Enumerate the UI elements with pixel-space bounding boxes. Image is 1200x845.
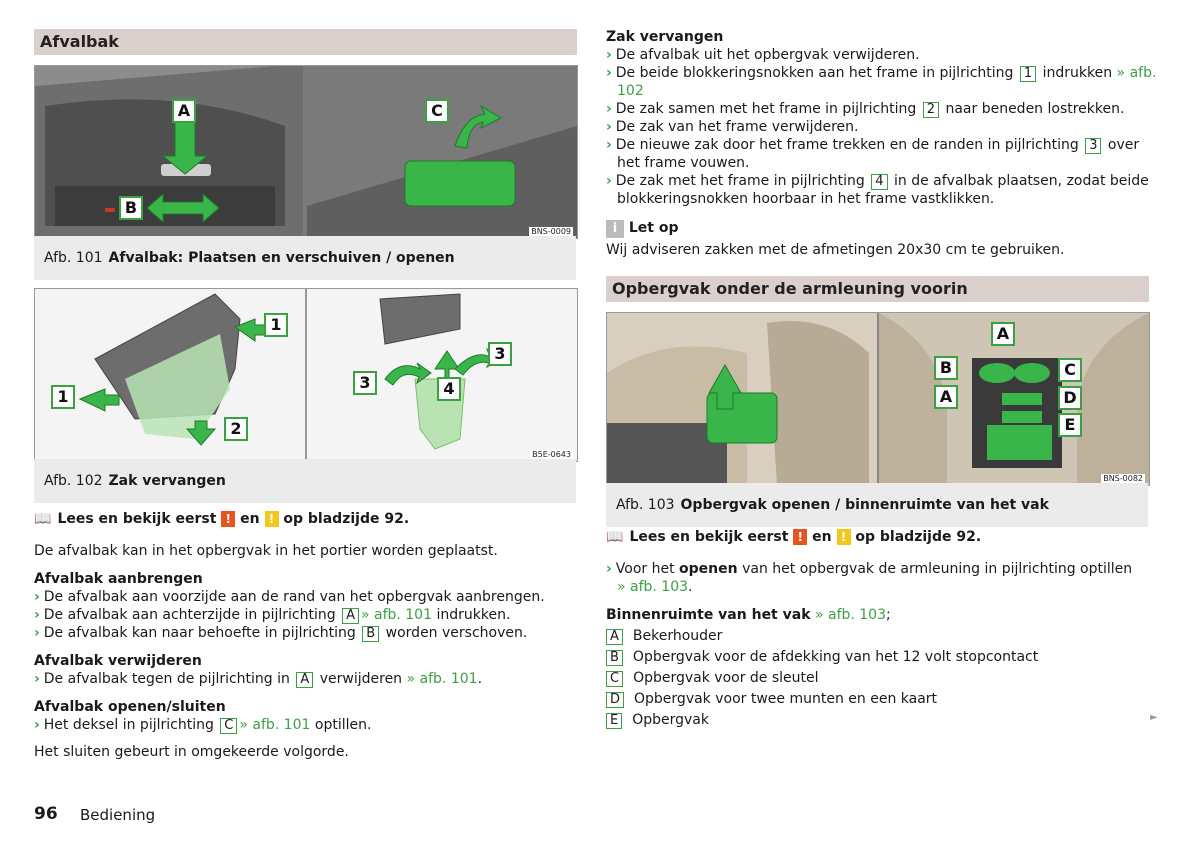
warning-icon: ! — [221, 511, 235, 527]
figure-102-number: Afb. 102 — [44, 473, 103, 489]
figure-103-label-e: E — [1058, 413, 1082, 437]
chevron-right-icon: › — [606, 119, 612, 135]
heading-openen-sluiten: Afvalbak openen/sluiten — [34, 699, 226, 715]
legend-item: A Bekerhouder — [606, 627, 1038, 648]
figure-101-number: Afb. 101 — [44, 250, 103, 266]
link-afb-103[interactable]: » afb. 103 — [814, 607, 887, 623]
step-zak-2: › De beide blokkeringsnokken aan het frame in pijlrichting 1 indrukken » afb. — [606, 65, 1157, 81]
heading-aanbrengen: Afvalbak aanbrengen — [34, 571, 203, 587]
warning-icon: ! — [793, 529, 807, 545]
figure-103-code: BNS-0082 — [1103, 474, 1143, 483]
figure-101-label-a: A — [172, 99, 196, 123]
legend-item: B Opbergvak voor de afdekking van het 12 volt stopcontact — [606, 648, 1038, 669]
heading-verwijderen: Afvalbak verwijderen — [34, 653, 202, 669]
figure-102-label-1a: 1 — [264, 313, 288, 337]
figure-102-label-2: 2 — [224, 417, 248, 441]
figure-103-number: Afb. 103 — [616, 497, 675, 513]
legend-list — [606, 627, 1038, 732]
figure-103-label-c: C — [1058, 358, 1082, 382]
step-zak-5: › De nieuwe zak door het frame trekken en de randen in pijlrichting 3 over — [606, 137, 1140, 153]
section-heading-opbergvak: Opbergvak onder de armleuning voorin — [606, 276, 1149, 302]
book-icon: 📖 — [606, 529, 624, 545]
figure-102-label-3a: 3 — [353, 371, 377, 395]
step-zak-3: › De zak samen met het frame in pijlrichting 2 naar beneden lostrekken. — [606, 101, 1125, 117]
figure-102-title: Zak vervangen — [108, 473, 226, 489]
step-aanbrengen-1: › De afvalbak aan voorzijde aan de rand van het opbergvak aanbrengen. — [34, 589, 545, 605]
info-icon: i — [606, 220, 624, 238]
heading-binnenruimte: Binnenruimte van het vak » afb. 103; — [606, 607, 891, 623]
figure-101-illustration — [35, 66, 577, 238]
chevron-right-icon: › — [34, 607, 40, 623]
figure-102-illustration — [35, 289, 577, 461]
page-number: 96 — [34, 804, 58, 824]
note-let-op-text: Wij adviseren zakken met de afmetingen 20x30 cm te gebruiken. — [606, 242, 1065, 258]
legend-item: D Opbergvak voor twee munten en een kaart — [606, 690, 1038, 711]
chevron-right-icon: › — [34, 625, 40, 641]
intro-text: De afvalbak kan in het opbergvak in het portier worden geplaatst. — [34, 543, 498, 559]
link-afb-102-cont[interactable]: 102 — [617, 83, 644, 99]
step-zak-6-cont: blokkeringsnokken hoorbaar in het frame vastklikken. — [617, 191, 995, 207]
note-let-op: i Let op — [606, 219, 679, 238]
figure-103-label-d: D — [1058, 386, 1082, 410]
chevron-right-icon: › — [34, 671, 40, 687]
figure-101-label-b: B — [119, 196, 143, 220]
figure-102-label-4: 4 — [437, 377, 461, 401]
figure-102-label-1b: 1 — [51, 385, 75, 409]
note-icon: ! — [837, 529, 851, 545]
read-first-text: Lees en bekijk eerst — [57, 511, 217, 527]
chevron-right-icon: › — [606, 47, 612, 63]
read-first-left — [34, 510, 409, 528]
step-openen: › Het deksel in pijlrichting C » afb. 101 optillen. — [34, 717, 372, 733]
figure-101-label-c: C — [425, 99, 449, 123]
chevron-right-icon: › — [606, 173, 612, 189]
figure-102-label-3b: 3 — [488, 342, 512, 366]
legend-item: E Opbergvak — [606, 711, 1038, 732]
step-zak-1: › De afvalbak uit het opbergvak verwijderen. — [606, 47, 920, 63]
legend-item: C Opbergvak voor de sleutel — [606, 669, 1038, 690]
figure-101-image — [34, 65, 578, 239]
link-afb-101[interactable]: » afb. 101 — [406, 671, 478, 687]
step-verwijderen: › De afvalbak tegen de pijlrichting in A verwijderen » afb. 101. — [34, 671, 483, 687]
figure-103-label-a-left: A — [934, 385, 958, 409]
figure-102-caption — [34, 459, 576, 503]
heading-zak-vervangen: Zak vervangen — [606, 29, 724, 45]
read-first-page-ref[interactable]: op bladzijde 92. — [283, 511, 410, 527]
step-zak-5-cont: het frame vouwen. — [617, 155, 750, 171]
chevron-right-icon: › — [606, 101, 612, 117]
step-open-armrest-cont: » afb. 103. — [617, 579, 693, 595]
chevron-right-icon: › — [34, 717, 40, 733]
figure-103-label-a-top: A — [991, 322, 1015, 346]
link-afb-102[interactable]: » afb. — [1116, 65, 1157, 81]
link-afb-103[interactable]: » afb. 103 — [617, 579, 689, 595]
figure-102-image — [34, 288, 578, 462]
figure-103-label-b: B — [934, 356, 958, 380]
figure-101-code: BNS-0009 — [531, 227, 571, 236]
step-zak-6: › De zak met het frame in pijlrichting 4 in de afvalbak plaatsen, zodat beide — [606, 173, 1149, 189]
figure-103-caption — [606, 483, 1148, 527]
closing-text: Het sluiten gebeurt in omgekeerde volgorde. — [34, 744, 349, 760]
chevron-right-icon: › — [34, 589, 40, 605]
read-first-page-ref[interactable]: op bladzijde 92. — [855, 529, 982, 545]
figure-101-caption — [34, 236, 576, 280]
link-afb-101[interactable]: » afb. 101 — [360, 607, 433, 623]
continue-arrow-icon: ► — [1150, 712, 1158, 723]
figure-103-title: Opbergvak openen / binnenruimte van het vak — [680, 497, 1049, 513]
link-afb-101[interactable]: » afb. 101 — [239, 717, 311, 733]
figure-102-code: B5E-0643 — [532, 450, 571, 459]
figure-101-title: Afvalbak: Plaatsen en verschuiven / openen — [108, 250, 455, 266]
step-open-armrest: › Voor het openen van het opbergvak de armleuning in pijlrichting optillen — [606, 561, 1133, 577]
read-first-and: en — [240, 511, 260, 527]
book-icon: 📖 — [34, 511, 52, 527]
note-icon: ! — [265, 511, 279, 527]
figure-103-image — [606, 312, 1150, 486]
step-aanbrengen-2: › De afvalbak aan achterzijde in pijlrichting A » afb. 101 indrukken. — [34, 607, 511, 623]
footer-section: Bediening — [80, 806, 156, 824]
chevron-right-icon: › — [606, 65, 612, 81]
section-heading-afvalbak: Afvalbak — [34, 29, 577, 55]
step-aanbrengen-3: › De afvalbak kan naar behoefte in pijlrichting B worden verschoven. — [34, 625, 528, 641]
chevron-right-icon: › — [606, 137, 612, 153]
read-first-right: 📖 Lees en bekijk eerst ! en ! op bladzijde 92. — [606, 529, 982, 545]
step-zak-4: › De zak van het frame verwijderen. — [606, 119, 859, 135]
chevron-right-icon: › — [606, 561, 612, 577]
